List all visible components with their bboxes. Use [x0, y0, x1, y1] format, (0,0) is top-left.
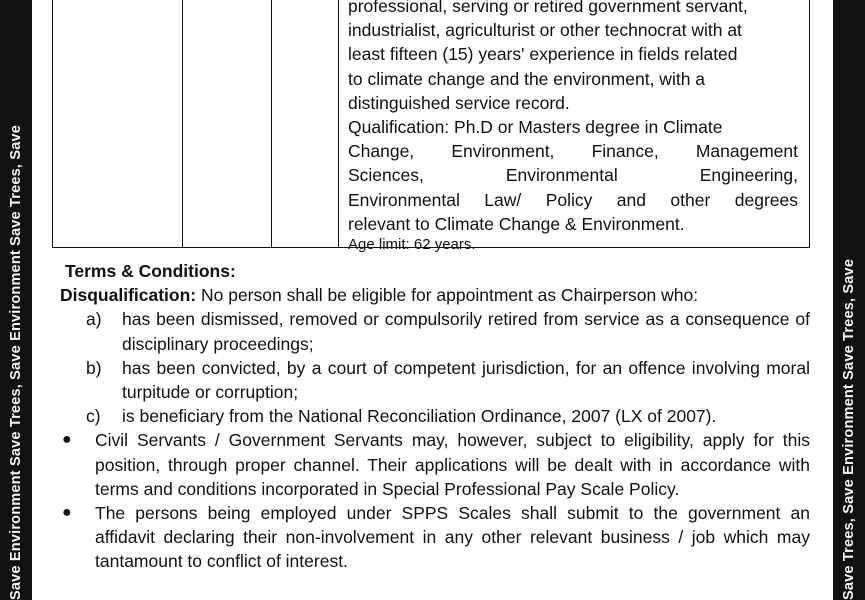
- qualification-line: Change, Environment, Finance, Management: [348, 141, 798, 162]
- experience-line: least fifteen (15) years' experience in fields related: [348, 44, 738, 65]
- right-banner-strip: [833, 0, 865, 600]
- disqualification-line: [60, 283, 810, 307]
- condition-bullet: [60, 501, 810, 574]
- left-banner-text: Save Environment Save Trees, Save Environment Save Trees, Save: [8, 124, 24, 600]
- item-marker: a): [86, 309, 102, 330]
- item-text: has been dismissed, removed or compulsorily retired from service as a consequence of disciplinary proceedings;: [122, 309, 810, 354]
- table-column-divider: [271, 0, 272, 247]
- age-limit: Age limit: 62 years.: [348, 236, 476, 254]
- item-marker: c): [86, 406, 101, 427]
- item-text: has been convicted, by a court of competent jurisdiction, for an offence involving moral turpitude or corruption;: [122, 357, 810, 403]
- disqualification-item: [60, 356, 810, 404]
- terms-heading: Terms & Conditions:: [65, 261, 236, 281]
- experience-line: industrialist, agriculturist or other technocrat with at: [348, 20, 742, 41]
- item-marker: b): [86, 357, 102, 378]
- disqualification-item: [60, 404, 810, 428]
- condition-bullet: [60, 428, 810, 501]
- qualification-line: Sciences, Environmental Engineering,: [348, 165, 798, 186]
- qualification-line: Environmental Law/ Policy and other degrees: [348, 189, 798, 210]
- table-column-divider: [182, 0, 183, 247]
- experience-line: professional, serving or retired government servant,: [348, 0, 748, 16]
- qualification-line: relevant to Climate Change & Environment.: [348, 213, 685, 234]
- left-banner-strip: [0, 0, 32, 600]
- item-text: is beneficiary from the National Reconciliation Ordinance, 2007 (LX of 2007).: [122, 406, 717, 427]
- bullet-text: Civil Servants / Government Servants may, however, subject to eligibility, apply for this position, through proper channel. Their applications will be dealt with in accordance with terms and conditions incorporated in Special Professional Pay Scale Policy.: [95, 430, 810, 499]
- disqualification-text: No person shall be eligible for appointment as Chairperson who:: [196, 285, 699, 306]
- disqualification-item: [60, 307, 810, 355]
- bullet-icon: ●: [62, 431, 72, 449]
- table-column-divider: [338, 0, 339, 247]
- requirements-cell: [348, 0, 798, 254]
- disqualification-label: Disqualification:: [60, 285, 197, 306]
- right-banner-text: Save Trees, Save Environment Save Trees, Save: [841, 258, 857, 600]
- bullet-icon: ●: [62, 504, 72, 522]
- qualification-line: Qualification: Ph.D or Masters degree in Climate: [348, 117, 723, 138]
- bullet-text: The persons being employed under SPPS Scales shall submit to the government an affidavit declaring their non-involvement in any other relevant business / job which may tantamount to conflict of interest.: [95, 503, 810, 572]
- experience-line: to climate change and the environment, with a: [348, 68, 706, 89]
- experience-line: distinguished service record.: [348, 92, 570, 113]
- terms-section: [60, 259, 810, 574]
